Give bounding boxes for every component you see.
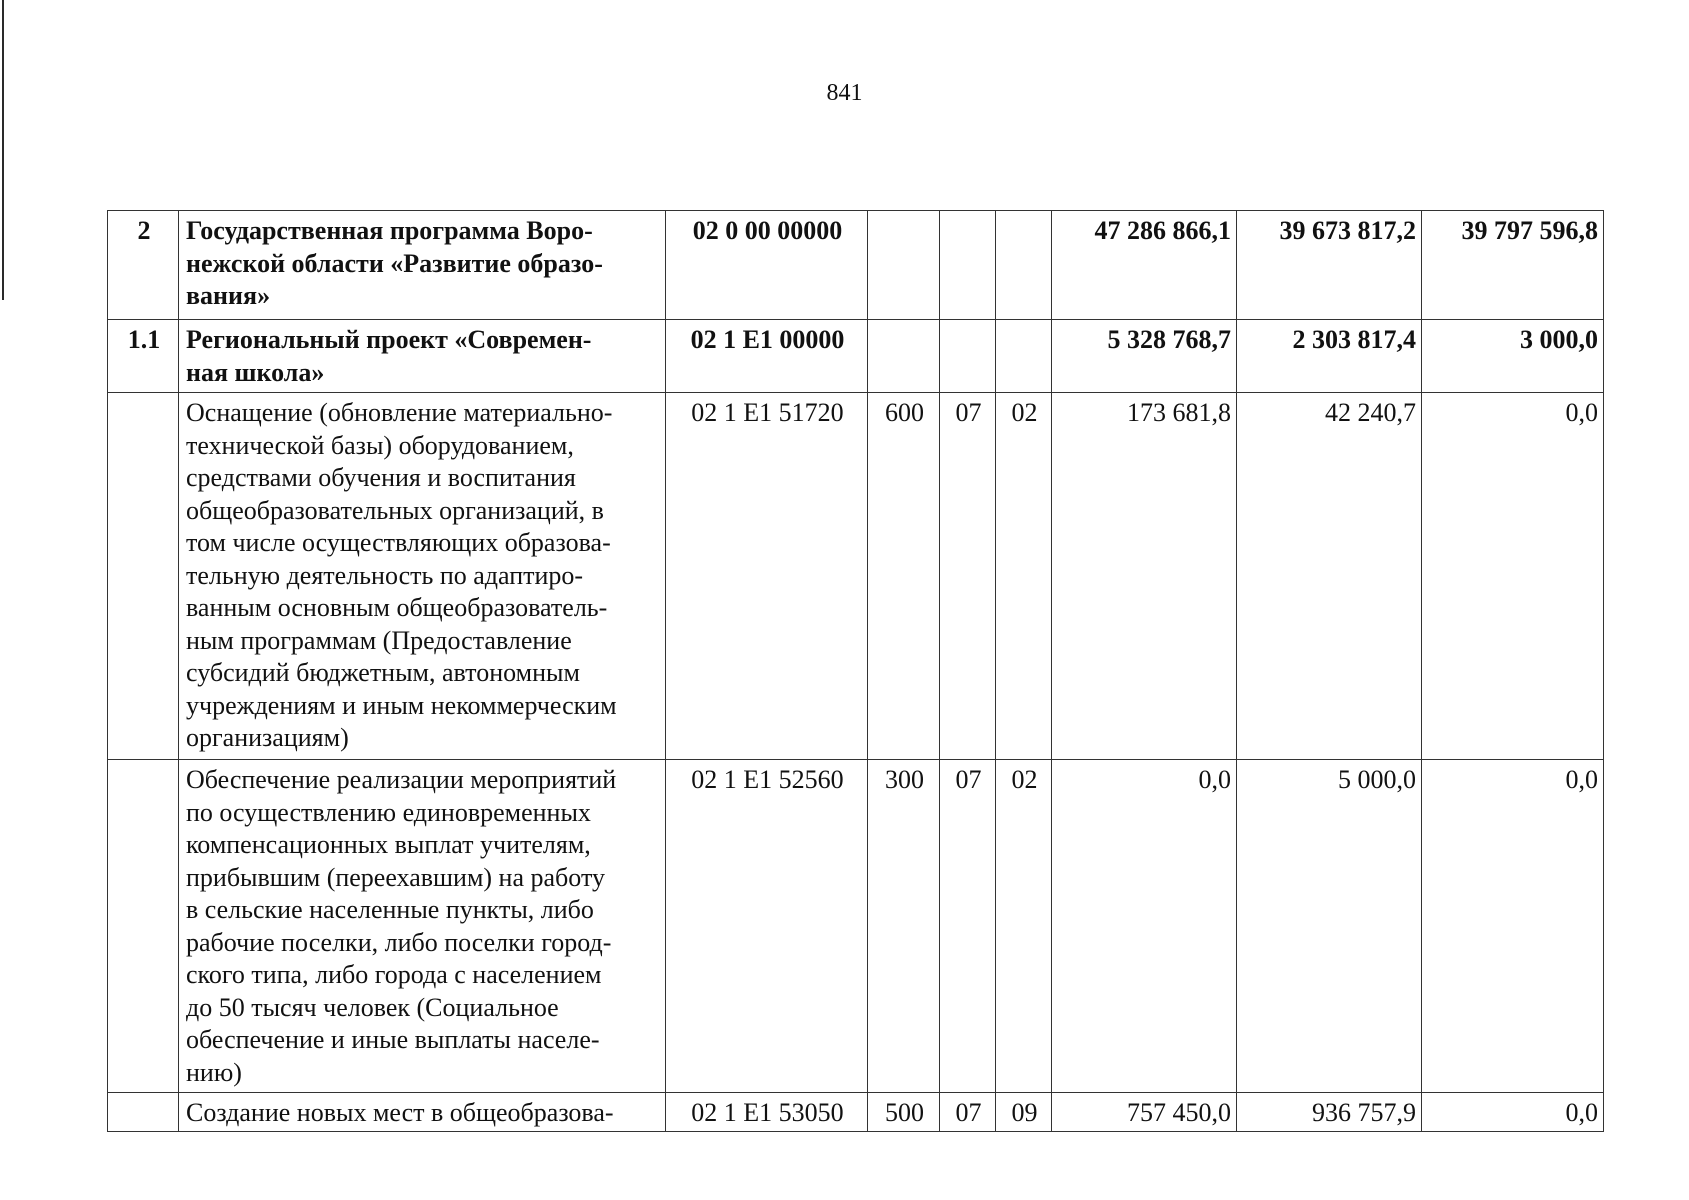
row-name-line: ным программам (Предоставление xyxy=(186,625,572,655)
row-name-line: организациям) xyxy=(186,723,349,752)
table-row xyxy=(108,211,1604,320)
row-name-line: компенсационных выплат учителям, xyxy=(186,830,591,859)
row-amount-1: 173 681,8 xyxy=(1052,393,1237,760)
row-target-code: 02 1 E1 52560 xyxy=(666,760,868,1093)
row-expense-type xyxy=(868,211,940,320)
row-name xyxy=(179,393,666,760)
row-name-line: Региональный проект «Современ- xyxy=(186,325,592,354)
page-number: 841 xyxy=(826,80,863,106)
row-target-code: 02 0 00 00000 xyxy=(666,211,868,320)
row-subsection xyxy=(996,211,1052,320)
row-name-line: по осуществлению единовременных xyxy=(186,797,591,827)
row-subsection: 02 xyxy=(996,760,1052,1093)
row-name-line: тельную деятельность по адаптиро- xyxy=(186,560,584,590)
row-name-line: Создание новых мест в общеобразова- xyxy=(186,1098,614,1127)
row-name-line: субсидий бюджетным, автономным xyxy=(186,658,580,687)
row-expense-type: 600 xyxy=(868,393,940,760)
row-subsection: 02 xyxy=(996,393,1052,760)
row-amount-3: 39 797 596,8 xyxy=(1422,211,1604,320)
row-name-line: нию) xyxy=(186,1057,242,1087)
row-name-line: том числе осуществляющих образова- xyxy=(186,528,611,557)
row-number: 2 xyxy=(108,211,179,320)
row-name-line: в сельские населенные пункты, либо xyxy=(186,895,594,924)
budget-table xyxy=(107,210,1604,1132)
row-amount-1: 757 450,0 xyxy=(1052,1093,1237,1132)
row-expense-type: 300 xyxy=(868,760,940,1093)
row-name-line: Оснащение (обновление материально- xyxy=(186,398,613,427)
row-name-line: средствами обучения и воспитания xyxy=(186,463,576,492)
row-name-line: ная школа» xyxy=(186,357,325,387)
row-amount-2: 2 303 817,4 xyxy=(1237,320,1422,393)
row-amount-2: 5 000,0 xyxy=(1237,760,1422,1093)
row-expense-type xyxy=(868,320,940,393)
row-section xyxy=(940,211,996,320)
row-name-line: ского типа, либо города с населением xyxy=(186,960,602,989)
row-name-line: прибывшим (переехавшим) на работу xyxy=(186,862,605,892)
row-name xyxy=(179,760,666,1093)
row-section: 07 xyxy=(940,1093,996,1132)
row-number xyxy=(108,393,179,760)
row-name-line: вания» xyxy=(186,281,271,310)
row-expense-type: 500 xyxy=(868,1093,940,1132)
row-amount-2: 42 240,7 xyxy=(1237,393,1422,760)
row-amount-3: 0,0 xyxy=(1422,393,1604,760)
row-amount-2: 936 757,9 xyxy=(1237,1093,1422,1132)
row-section: 07 xyxy=(940,393,996,760)
row-name xyxy=(179,320,666,393)
row-name-line: ванным основным общеобразователь- xyxy=(186,593,608,622)
row-name-line: Государственная программа Воро- xyxy=(186,216,593,245)
row-section xyxy=(940,320,996,393)
row-name xyxy=(179,211,666,320)
row-amount-3: 0,0 xyxy=(1422,1093,1604,1132)
row-target-code: 02 1 E1 51720 xyxy=(666,393,868,760)
row-name-line: до 50 тысяч человек (Социальное xyxy=(186,992,559,1022)
row-subsection xyxy=(996,320,1052,393)
row-target-code: 02 1 E1 00000 xyxy=(666,320,868,393)
row-name-line: рабочие поселки, либо поселки город- xyxy=(186,927,612,957)
row-name-line: общеобразовательных организаций, в xyxy=(186,495,604,525)
row-name-line: учреждениям и иным некоммерческим xyxy=(186,690,617,720)
row-target-code: 02 1 E1 53050 xyxy=(666,1093,868,1132)
row-name-line: нежской области «Развитие образо- xyxy=(186,248,603,278)
row-section: 07 xyxy=(940,760,996,1093)
row-amount-3: 0,0 xyxy=(1422,760,1604,1093)
row-name-line: Обеспечение реализации мероприятий xyxy=(186,765,617,794)
row-amount-3: 3 000,0 xyxy=(1422,320,1604,393)
row-number xyxy=(108,760,179,1093)
row-name-line: технической базы) оборудованием, xyxy=(186,430,574,460)
row-amount-1: 5 328 768,7 xyxy=(1052,320,1237,393)
row-name-line: обеспечение и иные выплаты населе- xyxy=(186,1025,600,1054)
row-name xyxy=(179,1093,666,1132)
row-number xyxy=(108,1093,179,1132)
table-row xyxy=(108,1093,1604,1132)
row-amount-2: 39 673 817,2 xyxy=(1237,211,1422,320)
table-row xyxy=(108,393,1604,760)
row-amount-1: 0,0 xyxy=(1052,760,1237,1093)
row-number: 1.1 xyxy=(108,320,179,393)
table-row xyxy=(108,760,1604,1093)
row-subsection: 09 xyxy=(996,1093,1052,1132)
row-amount-1: 47 286 866,1 xyxy=(1052,211,1237,320)
scan-edge-line xyxy=(2,0,4,300)
table-row xyxy=(108,320,1604,393)
